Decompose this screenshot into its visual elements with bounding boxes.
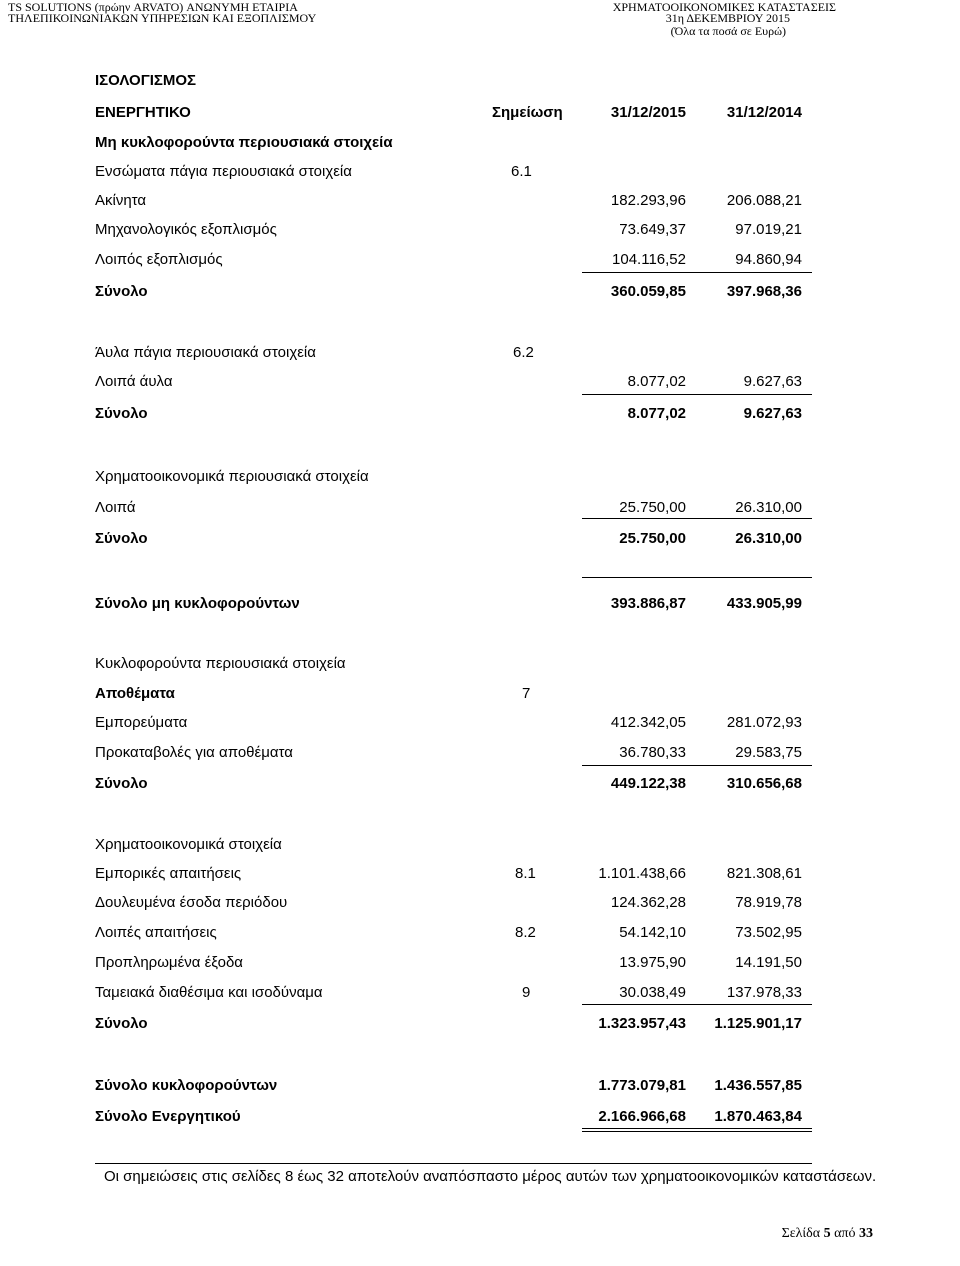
row-label: Ακίνητα — [95, 192, 147, 209]
row-label-total: Σύνολο — [95, 775, 148, 792]
page-number — [782, 1226, 873, 1242]
row-label: Λοιπά — [95, 499, 136, 516]
row-label: Εμπορικές απαιτήσεις — [95, 865, 242, 882]
row-total-2014: 433.905,99 — [726, 595, 802, 612]
row-note: 6.1 — [511, 163, 532, 180]
row-note: 7 — [522, 685, 531, 702]
company-name-line2: ΤΗΛΕΠΙΚΟΙΝΩΝΙΑΚΩΝ ΥΠΗΡΕΣΙΩΝ ΚΑΙ ΕΞΟΠΛΙΣΜΟΥ — [8, 11, 317, 25]
row-label-current-assets: Κυκλοφορούντα περιουσιακά στοιχεία — [95, 655, 346, 672]
row-label: Δουλευμένα έσοδα περιόδου — [95, 894, 288, 911]
row-total-2014: 1.870.463,84 — [714, 1108, 802, 1125]
column-header-2014: 31/12/2014 — [726, 104, 802, 121]
row-label-total: Σύνολο — [95, 530, 148, 547]
currency-note: (Όλα τα ποσά σε Ευρώ) — [670, 24, 786, 38]
subtotal-rule — [582, 394, 812, 395]
row-value-2015: 124.362,28 — [610, 894, 686, 911]
row-label: Λοιπά άυλα — [95, 373, 173, 390]
subtotal-rule — [582, 518, 812, 519]
row-value-2015: 412.342,05 — [610, 714, 686, 731]
row-label-inventories: Αποθέματα — [95, 685, 175, 702]
document-title: ΧΡΗΜΑΤΟΟΙΚΟΝΟΜΙΚΕΣ ΚΑΤΑΣΤΑΣΕΙΣ — [612, 0, 836, 14]
row-total-2014: 26.310,00 — [735, 530, 802, 547]
row-value-2014: 821.308,61 — [726, 865, 802, 882]
total-rule-bottom — [582, 1131, 812, 1132]
row-label-total-noncurrent: Σύνολο μη κυκλοφορούντων — [95, 595, 300, 612]
row-value-2014: 94.860,94 — [735, 251, 802, 268]
subtotal-rule — [582, 577, 812, 578]
page-prefix: Σελίδα — [781, 1226, 821, 1241]
row-total-2015: 25.750,00 — [619, 530, 686, 547]
page-title: ΙΣΟΛΟΓΙΣΜΟΣ — [95, 72, 197, 89]
row-label-total: Σύνολο — [95, 405, 148, 422]
column-header-2015: 31/12/2015 — [610, 104, 686, 121]
total-rule-top — [582, 1128, 812, 1129]
row-value-2014: 281.072,93 — [726, 714, 802, 731]
page-separator: από — [834, 1226, 856, 1241]
row-total-2014: 1.125.901,17 — [714, 1015, 802, 1032]
company-name-line1: TS SOLUTIONS (πρώην ARVATO) ΑΝΩΝΥΜΗ ΕΤΑΙΡΙΑ — [8, 0, 298, 14]
row-label: Προπληρωμένα έξοδα — [95, 954, 243, 971]
row-total-2015: 1.323.957,43 — [598, 1015, 686, 1032]
row-total-2014: 9.627,63 — [743, 405, 802, 422]
row-label-total-assets: Σύνολο Ενεργητικού — [95, 1108, 241, 1125]
column-header-note: Σημείωση — [492, 104, 563, 121]
row-value-2014: 29.583,75 — [735, 744, 802, 761]
document-date: 31η ΔΕΚΕΜΒΡΙΟΥ 2015 — [665, 11, 790, 25]
footnote: Οι σημειώσεις στις σελίδες 8 έως 32 αποτελούν αναπόσπαστο μέρος αυτών των χρηματοοικονομικών καταστάσεων. — [104, 1168, 877, 1185]
row-value-2014: 14.191,50 — [735, 954, 802, 971]
row-note: 9 — [522, 984, 531, 1001]
row-note: 6.2 — [513, 344, 534, 361]
row-value-2014: 97.019,21 — [735, 221, 802, 238]
row-value-2015: 8.077,02 — [627, 373, 686, 390]
row-value-2015: 25.750,00 — [619, 499, 686, 516]
page-total: 33 — [859, 1226, 873, 1241]
row-label-noncurrent-assets: Μη κυκλοφορούντα περιουσιακά στοιχεία — [95, 134, 393, 151]
row-total-2015: 449.122,38 — [610, 775, 686, 792]
row-total-2015: 360.059,85 — [610, 283, 686, 300]
row-total-2014: 310.656,68 — [726, 775, 802, 792]
row-label: Προκαταβολές για αποθέματα — [95, 744, 293, 761]
row-label: Λοιπές απαιτήσεις — [95, 924, 217, 941]
row-label-total: Σύνολο — [95, 1015, 148, 1032]
row-total-2015: 8.077,02 — [627, 405, 686, 422]
row-total-2014: 1.436.557,85 — [714, 1077, 802, 1094]
subtotal-rule — [582, 1004, 812, 1005]
row-value-2014: 9.627,63 — [743, 373, 802, 390]
section-heading-assets: ΕΝΕΡΓΗΤΙΚΟ — [95, 104, 191, 121]
footer-rule — [95, 1163, 812, 1164]
row-total-2015: 1.773.079,81 — [598, 1077, 686, 1094]
row-value-2015: 1.101.438,66 — [598, 865, 686, 882]
row-value-2014: 206.088,21 — [726, 192, 802, 209]
row-label-total: Σύνολο — [95, 283, 148, 300]
row-label-financial-assets: Χρηματοοικονομικά περιουσιακά στοιχεία — [95, 468, 369, 485]
row-note: 8.2 — [515, 924, 536, 941]
row-total-2015: 393.886,87 — [610, 595, 686, 612]
subtotal-rule — [582, 272, 812, 273]
row-value-2014: 26.310,00 — [735, 499, 802, 516]
row-label: Ταμειακά διαθέσιμα και ισοδύναμα — [95, 984, 323, 1001]
page-header — [0, 0, 960, 40]
row-total-2015: 2.166.966,68 — [598, 1108, 686, 1125]
row-label: Εμπορεύματα — [95, 714, 188, 731]
row-value-2014: 78.919,78 — [735, 894, 802, 911]
row-value-2015: 30.038,49 — [619, 984, 686, 1001]
row-label-financial-items: Χρηματοοικονομικά στοιχεία — [95, 836, 282, 853]
row-value-2015: 54.142,10 — [619, 924, 686, 941]
row-value-2015: 36.780,33 — [619, 744, 686, 761]
subtotal-rule — [582, 765, 812, 766]
row-value-2014: 137.978,33 — [726, 984, 802, 1001]
row-label-tangible-assets: Ενσώματα πάγια περιουσιακά στοιχεία — [95, 163, 352, 180]
row-value-2014: 73.502,95 — [735, 924, 802, 941]
row-value-2015: 13.975,90 — [619, 954, 686, 971]
row-total-2014: 397.968,36 — [726, 283, 802, 300]
row-label-intangible-assets: Άυλα πάγια περιουσιακά στοιχεία — [95, 344, 316, 361]
row-note: 8.1 — [515, 865, 536, 882]
row-value-2015: 73.649,37 — [619, 221, 686, 238]
row-value-2015: 182.293,96 — [610, 192, 686, 209]
row-label: Μηχανολογικός εξοπλισμός — [95, 221, 277, 238]
row-label-total-current: Σύνολο κυκλοφορούντων — [95, 1077, 278, 1094]
row-label: Λοιπός εξοπλισμός — [95, 251, 223, 268]
page-current: 5 — [823, 1226, 831, 1241]
row-value-2015: 104.116,52 — [612, 251, 686, 268]
